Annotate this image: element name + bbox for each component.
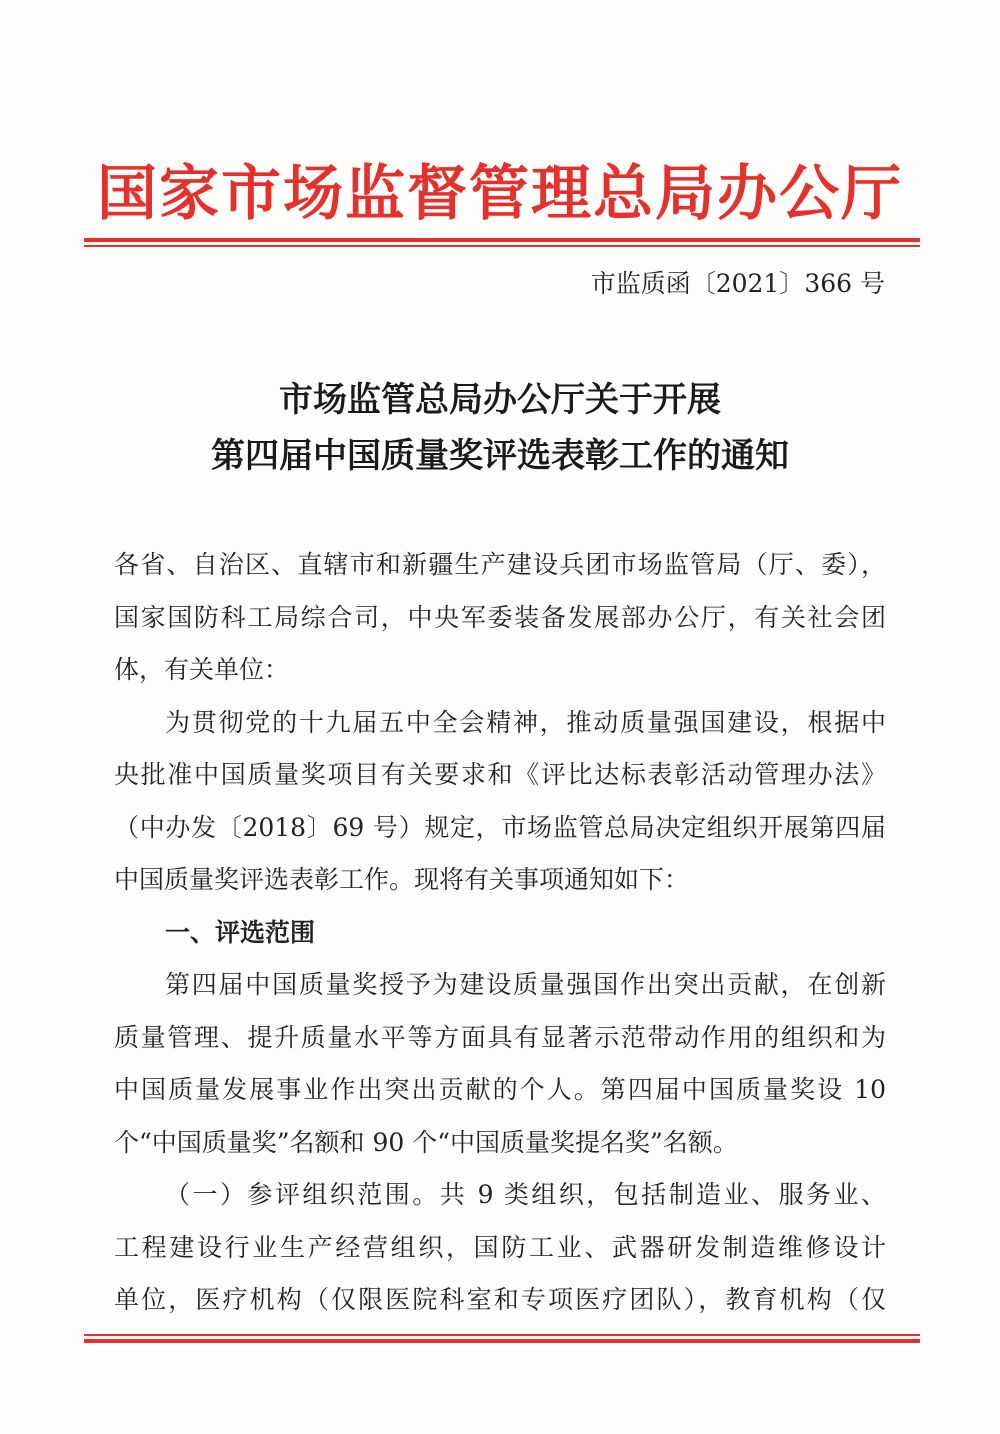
- text-line: 质量管理、提升质量水平等方面具有显著示范带动作用的组织和为: [114, 1022, 886, 1052]
- document-body: [114, 539, 886, 1327]
- text-line: （一）参评组织范围。共 9 类组织，包括制造业、服务业、: [165, 1180, 886, 1209]
- red-rule-thin: [84, 245, 920, 247]
- red-rule-thick: [84, 238, 920, 242]
- section-heading: [114, 907, 886, 960]
- addressee-paragraph: [114, 539, 886, 697]
- document-number: 市监质函〔2021〕366 号: [590, 269, 885, 298]
- text-line: 中国质量奖评选表彰工作。现将有关事项通知如下：: [114, 865, 690, 894]
- text-line: 第四届中国质量奖授予为建设质量强国作出突出贡献，在创新: [165, 970, 886, 999]
- text-line: 工程建设行业生产经营组织，国防工业、武器研发制造维修设计: [114, 1232, 886, 1262]
- document-title-line-1: 市场监管总局办公厅关于开展: [279, 380, 721, 420]
- agency-masthead: 国家市场监督管理总局办公厅: [97, 159, 903, 229]
- text-line: 各省、自治区、直辖市和新疆生产建设兵团市场监管局（厅、委），: [114, 550, 886, 579]
- text-line: 国家国防科工局综合司，中央军委装备发展部办公厅，有关社会团: [114, 602, 886, 632]
- text-line: 单位，医疗机构（仅限医院科室和专项医疗团队），教育机构（仅: [114, 1285, 886, 1314]
- text-line: （中办发〔2018〕69 号）规定，市场监管总局决定组织开展第四届: [114, 812, 886, 842]
- section-heading-text: 一、评选范围: [165, 917, 316, 947]
- text-line: 为贯彻党的十九届五中全会精神，推动质量强国建设，根据中: [165, 707, 886, 737]
- text-line: 央批准中国质量奖项目有关要求和《评比达标表彰活动管理办法》: [114, 760, 886, 789]
- red-separator-bottom: [84, 1334, 920, 1343]
- text-line: 中国质量发展事业作出突出贡献的个人。第四届中国质量奖设 10: [114, 1075, 886, 1104]
- section1-paragraph: [114, 959, 886, 1169]
- subsection1-paragraph: [114, 1169, 886, 1327]
- document-title-line-2: 第四届中国质量奖评选表彰工作的通知: [211, 436, 789, 476]
- text-line: 体，有关单位：: [114, 655, 290, 684]
- red-rule-thin: [84, 1334, 920, 1336]
- red-rule-thick: [84, 1339, 920, 1343]
- red-separator-top: [84, 238, 920, 247]
- text-line: 个“中国质量奖”名额和 90 个“中国质量奖提名奖”名额。: [114, 1127, 738, 1157]
- intro-paragraph: [114, 697, 886, 907]
